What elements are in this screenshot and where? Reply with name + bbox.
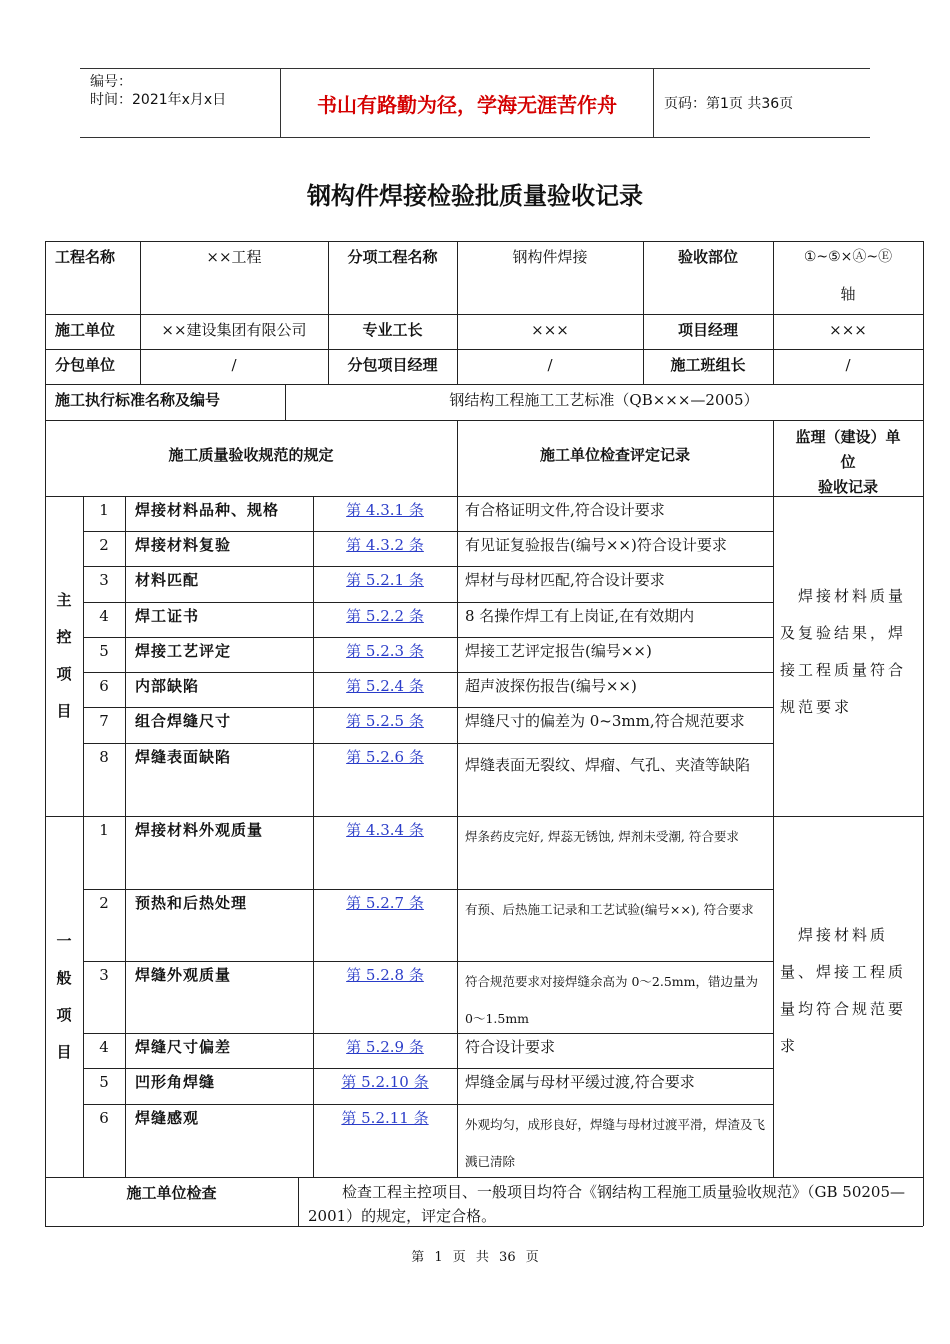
- date-label: 时间：2021年x月x日: [90, 92, 227, 108]
- main-item-record: 有见证复验报告(编号××)符合设计要求: [465, 536, 727, 554]
- main-item-record: 焊缝表面无裂纹、焊瘤、气孔、夹渣等缺陷: [465, 756, 751, 774]
- main-item-no: 6: [99, 677, 109, 695]
- general-item-item: 凹形角焊缝: [135, 1073, 216, 1091]
- main-item-no: 1: [99, 501, 109, 519]
- page-info: 页码：第1页 共36页: [664, 96, 794, 112]
- main-item-clause: 第 5.2.2 条: [346, 607, 424, 625]
- project-name-label: 工程名称: [55, 248, 116, 266]
- general-item-record: 焊条药皮完好, 焊蕊无锈蚀, 焊剂未受潮, 符合要求: [465, 829, 739, 844]
- subcontractor: /: [231, 356, 237, 374]
- standard-label: 施工执行标准名称及编号: [55, 391, 221, 409]
- main-item-no: 5: [99, 642, 109, 660]
- general-item-record: 符合规范要求对接焊缝余高为 0～2.5mm，错边量为 0～1.5mm: [465, 974, 759, 1026]
- inspection-label: 施工单位检查: [126, 1184, 217, 1202]
- main-item-clause: 第 5.2.4 条: [346, 677, 424, 695]
- pm-label: 项目经理: [677, 321, 738, 339]
- accept-part-label: 验收部位: [677, 248, 738, 266]
- main-item-item: 焊接材料复验: [135, 536, 232, 554]
- pm: ×××: [829, 321, 867, 339]
- main-item-char-3: 目: [56, 702, 72, 720]
- supervisor-header-2: 位: [840, 453, 856, 471]
- motto: 书山有路勤为径，学海无涯苦作舟: [280, 69, 654, 137]
- main-item-no: 8: [99, 748, 109, 766]
- sub-pm-label: 分包项目经理: [347, 356, 438, 374]
- main-item-record: 焊缝尺寸的偏差为 0~3mm,符合规范要求: [465, 712, 745, 730]
- main-item-char-0: 主: [56, 591, 72, 609]
- inspection-text: 检查工程主控项目、一般项目均符合《钢结构工程施工质量验收规范》（GB 50205—2001）的规定，评定合格。: [308, 1183, 905, 1225]
- general-item-no: 4: [99, 1038, 109, 1056]
- team-leader-label: 施工班组长: [670, 356, 746, 374]
- general-item-no: 6: [99, 1109, 109, 1127]
- general-item-item: 焊缝尺寸偏差: [135, 1038, 232, 1056]
- accept-part-line1: ①~⑤×Ⓐ~Ⓔ: [803, 249, 893, 265]
- main-item-no: 2: [99, 536, 109, 554]
- general-item-char-3: 目: [56, 1042, 72, 1061]
- main-item-record: 超声波探伤报告(编号××): [465, 677, 637, 695]
- page-header: [80, 68, 870, 138]
- main-item-item: 焊接工艺评定: [135, 642, 232, 660]
- main-item-item: 焊缝表面缺陷: [135, 748, 232, 766]
- foreman-label: 专业工长: [362, 321, 423, 339]
- main-item-no: 4: [99, 607, 109, 625]
- general-item-no: 2: [99, 894, 109, 912]
- supervisor-header-3: 验收记录: [817, 478, 878, 496]
- main-item-item: 内部缺陷: [135, 677, 200, 695]
- sub-project-label: 分项工程名称: [347, 248, 438, 266]
- sub-pm: /: [547, 356, 553, 374]
- main-item-item: 焊工证书: [135, 607, 200, 625]
- general-item-clause: 第 5.2.7 条: [346, 894, 424, 912]
- general-item-char-1: 般: [56, 968, 72, 987]
- main-verdict: 焊接材料质量及复验结果，焊接工程质量符合规范要求: [780, 587, 907, 716]
- main-item-no: 3: [99, 571, 109, 589]
- team-leader: /: [845, 356, 851, 374]
- sub-project: 钢构件焊接: [512, 248, 588, 266]
- page-footer: 第 1 页 共 36 页: [411, 1250, 539, 1265]
- main-item-clause: 第 5.2.1 条: [346, 571, 424, 589]
- general-item-char-2: 项: [56, 1005, 72, 1024]
- foreman: ×××: [531, 321, 569, 339]
- general-item-no: 3: [99, 966, 109, 984]
- main-item-clause: 第 5.2.5 条: [346, 712, 424, 730]
- spec-header: 施工质量验收规范的规定: [168, 446, 334, 464]
- general-item-item: 预热和后热处理: [135, 894, 248, 912]
- main-item-clause: 第 4.3.1 条: [346, 501, 424, 519]
- main-item-record: 8 名操作焊工有上岗证,在有效期内: [465, 607, 695, 625]
- general-item-clause: 第 5.2.9 条: [346, 1038, 424, 1056]
- general-item-record: 有预、后热施工记录和工艺试验(编号××), 符合要求: [465, 902, 754, 917]
- main-item-record: 焊材与母材匹配,符合设计要求: [465, 571, 665, 589]
- contractor: ××建设集团有限公司: [161, 321, 307, 339]
- general-item-record: 焊缝金属与母材平缓过渡,符合要求: [465, 1073, 695, 1091]
- general-verdict: 焊接材料质量、焊接工程质量均符合规范要求: [780, 926, 907, 1055]
- general-item-char-0: 一: [56, 931, 72, 950]
- subcontractor-label: 分包单位: [55, 356, 116, 374]
- number-label: 编号：: [90, 74, 132, 90]
- general-item-item: 焊接材料外观质量: [135, 821, 264, 839]
- standard: 钢结构工程施工工艺标准（QB×××—2005）: [449, 391, 759, 409]
- general-item-clause: 第 5.2.10 条: [341, 1073, 429, 1091]
- general-item-item: 焊缝感观: [135, 1109, 200, 1127]
- main-item-item: 材料匹配: [135, 571, 200, 589]
- main-item-record: 焊接工艺评定报告(编号××): [465, 642, 652, 660]
- general-item-clause: 第 4.3.4 条: [346, 821, 424, 839]
- main-item-record: 有合格证明文件,符合设计要求: [465, 501, 665, 519]
- header-meta: [80, 69, 280, 137]
- main-item-clause: 第 5.2.3 条: [346, 642, 424, 660]
- main-item-char-2: 项: [56, 665, 72, 683]
- general-item-item: 焊缝外观质量: [135, 966, 232, 984]
- general-item-no: 1: [99, 821, 109, 839]
- main-item-item: 焊接材料品种、规格: [135, 501, 280, 519]
- general-item-clause: 第 5.2.11 条: [341, 1109, 429, 1127]
- record-header: 施工单位检查评定记录: [539, 446, 690, 464]
- main-item-clause: 第 4.3.2 条: [346, 536, 424, 554]
- accept-part-line2: 轴: [840, 285, 856, 303]
- general-item-no: 5: [99, 1073, 109, 1091]
- main-item-item: 组合焊缝尺寸: [135, 712, 232, 730]
- document-title: 钢构件焊接检验批质量验收记录: [307, 182, 643, 210]
- contractor-label: 施工单位: [55, 321, 116, 339]
- general-item-record: 外观均匀，成形良好，焊缝与母材过渡平滑，焊渣及飞溅已清除: [465, 1117, 766, 1169]
- general-item-record: 符合设计要求: [465, 1038, 556, 1056]
- main-item-char-1: 控: [56, 628, 72, 646]
- general-item-clause: 第 5.2.8 条: [346, 966, 424, 984]
- main-item-clause: 第 5.2.6 条: [346, 748, 424, 766]
- project-name: ××工程: [206, 248, 262, 266]
- supervisor-header-1: 监理（建设）单: [795, 428, 901, 446]
- main-item-no: 7: [99, 712, 109, 730]
